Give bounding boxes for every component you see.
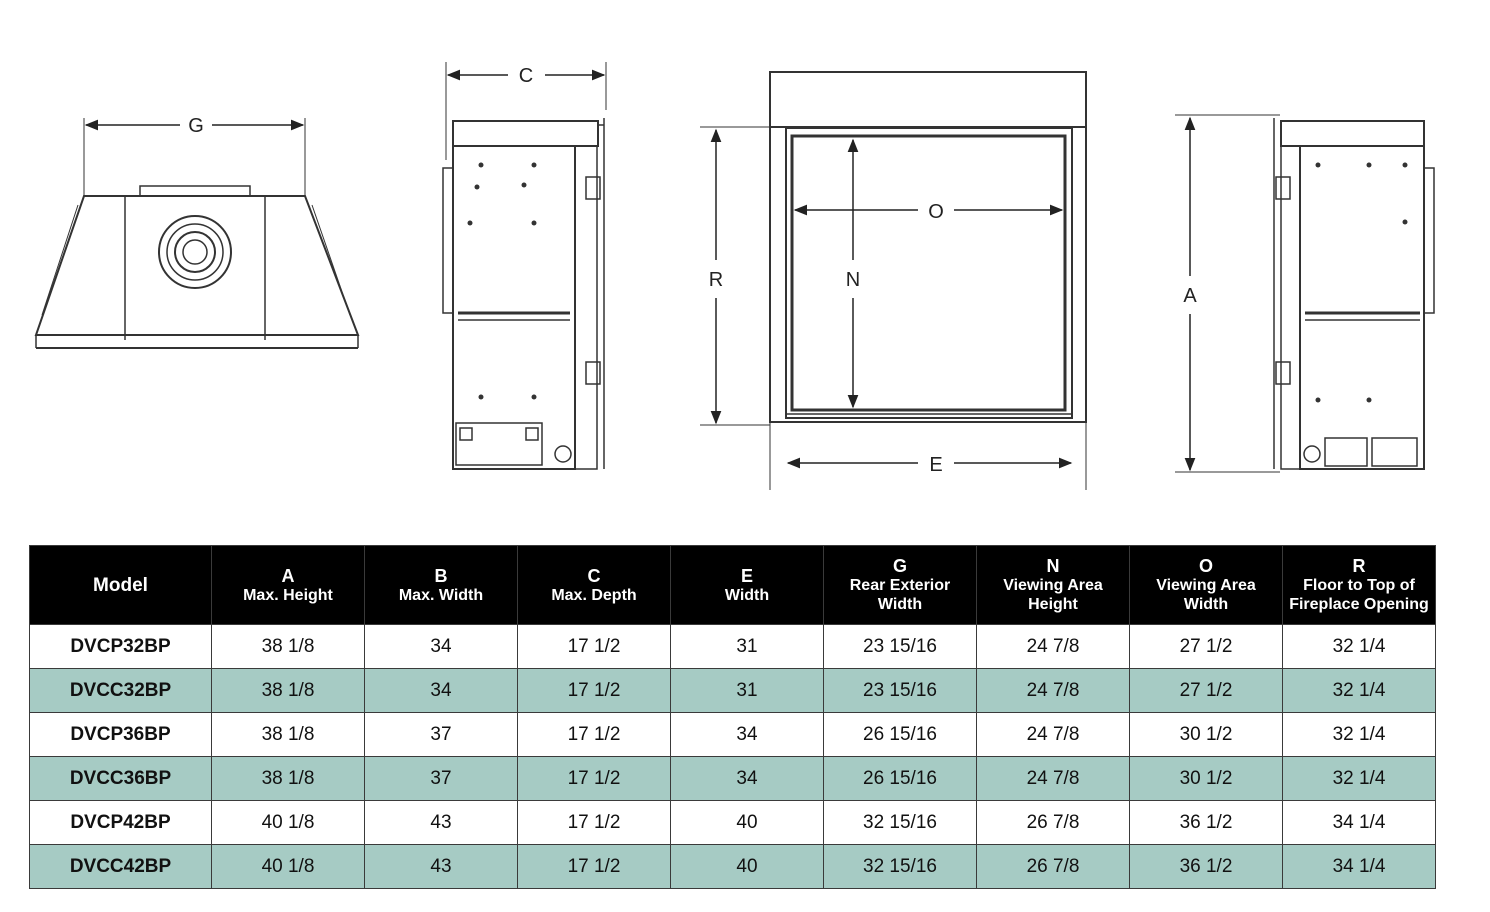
- header-o: O Viewing Area Width: [1130, 546, 1283, 625]
- cell-n: 26 7/8: [977, 845, 1130, 889]
- cell-model: DVCC32BP: [30, 669, 212, 713]
- cell-g: 26 15/16: [824, 757, 977, 801]
- cell-b: 37: [365, 757, 518, 801]
- cell-o: 27 1/2: [1130, 669, 1283, 713]
- rear-view: [36, 118, 358, 348]
- cell-c: 17 1/2: [518, 845, 671, 889]
- dim-label-n: N: [845, 269, 861, 291]
- cell-g: 23 15/16: [824, 669, 977, 713]
- table-row: [30, 801, 1436, 845]
- header-g: G Rear Exterior Width: [824, 546, 977, 625]
- table-row: [30, 845, 1436, 889]
- cell-e: 34: [671, 713, 824, 757]
- side-view-left-holes: [468, 163, 537, 400]
- cell-o: 27 1/2: [1130, 625, 1283, 669]
- cell-e: 40: [671, 801, 824, 845]
- side-view-right: [1175, 115, 1434, 472]
- cell-r: 32 1/4: [1283, 757, 1436, 801]
- cell-n: 24 7/8: [977, 757, 1130, 801]
- cell-model: DVCC36BP: [30, 757, 212, 801]
- cell-g: 32 15/16: [824, 801, 977, 845]
- cell-c: 17 1/2: [518, 669, 671, 713]
- cell-b: 34: [365, 625, 518, 669]
- header-b: B Max. Width: [365, 546, 518, 625]
- cell-e: 31: [671, 625, 824, 669]
- header-c: C Max. Depth: [518, 546, 671, 625]
- cell-n: 24 7/8: [977, 713, 1130, 757]
- cell-a: 38 1/8: [212, 625, 365, 669]
- header-model: Model: [30, 546, 212, 625]
- side-view-left: [443, 62, 606, 469]
- cell-r: 32 1/4: [1283, 625, 1436, 669]
- cell-model: DVCP36BP: [30, 713, 212, 757]
- cell-e: 40: [671, 845, 824, 889]
- cell-c: 17 1/2: [518, 713, 671, 757]
- cell-b: 43: [365, 845, 518, 889]
- cell-e: 34: [671, 757, 824, 801]
- table-row: [30, 713, 1436, 757]
- cell-o: 36 1/2: [1130, 801, 1283, 845]
- specifications-table: [29, 545, 1436, 889]
- cell-n: 24 7/8: [977, 669, 1130, 713]
- cell-b: 43: [365, 801, 518, 845]
- cell-r: 32 1/4: [1283, 713, 1436, 757]
- cell-a: 40 1/8: [212, 801, 365, 845]
- cell-c: 17 1/2: [518, 757, 671, 801]
- cell-c: 17 1/2: [518, 801, 671, 845]
- cell-n: 26 7/8: [977, 801, 1130, 845]
- cell-o: 30 1/2: [1130, 713, 1283, 757]
- cell-o: 30 1/2: [1130, 757, 1283, 801]
- table-row: [30, 625, 1436, 669]
- dim-label-a: A: [1183, 285, 1197, 307]
- cell-r: 34 1/4: [1283, 801, 1436, 845]
- cell-model: DVCP32BP: [30, 625, 212, 669]
- cell-o: 36 1/2: [1130, 845, 1283, 889]
- cell-b: 37: [365, 713, 518, 757]
- cell-a: 38 1/8: [212, 757, 365, 801]
- cell-r: 32 1/4: [1283, 669, 1436, 713]
- cell-g: 26 15/16: [824, 713, 977, 757]
- table-header-row: [30, 546, 1436, 625]
- cell-model: DVCP42BP: [30, 801, 212, 845]
- cell-b: 34: [365, 669, 518, 713]
- cell-c: 17 1/2: [518, 625, 671, 669]
- cell-g: 32 15/16: [824, 845, 977, 889]
- table-row: [30, 757, 1436, 801]
- front-view: [700, 72, 1086, 490]
- header-e: E Width: [671, 546, 824, 625]
- dim-label-o: O: [928, 201, 944, 223]
- dim-label-c: C: [518, 65, 534, 87]
- cell-r: 34 1/4: [1283, 845, 1436, 889]
- dim-label-g: G: [188, 115, 204, 137]
- table-row: [30, 669, 1436, 713]
- cell-model: DVCC42BP: [30, 845, 212, 889]
- dim-label-e: E: [929, 454, 943, 476]
- cell-a: 38 1/8: [212, 669, 365, 713]
- header-r: R Floor to Top of Fireplace Opening: [1283, 546, 1436, 625]
- side-view-right-holes: [1316, 163, 1408, 403]
- cell-e: 31: [671, 669, 824, 713]
- cell-a: 40 1/8: [212, 845, 365, 889]
- cell-n: 24 7/8: [977, 625, 1130, 669]
- header-a: A Max. Height: [212, 546, 365, 625]
- cell-g: 23 15/16: [824, 625, 977, 669]
- header-n: N Viewing Area Height: [977, 546, 1130, 625]
- cell-a: 38 1/8: [212, 713, 365, 757]
- dim-label-r: R: [708, 269, 724, 291]
